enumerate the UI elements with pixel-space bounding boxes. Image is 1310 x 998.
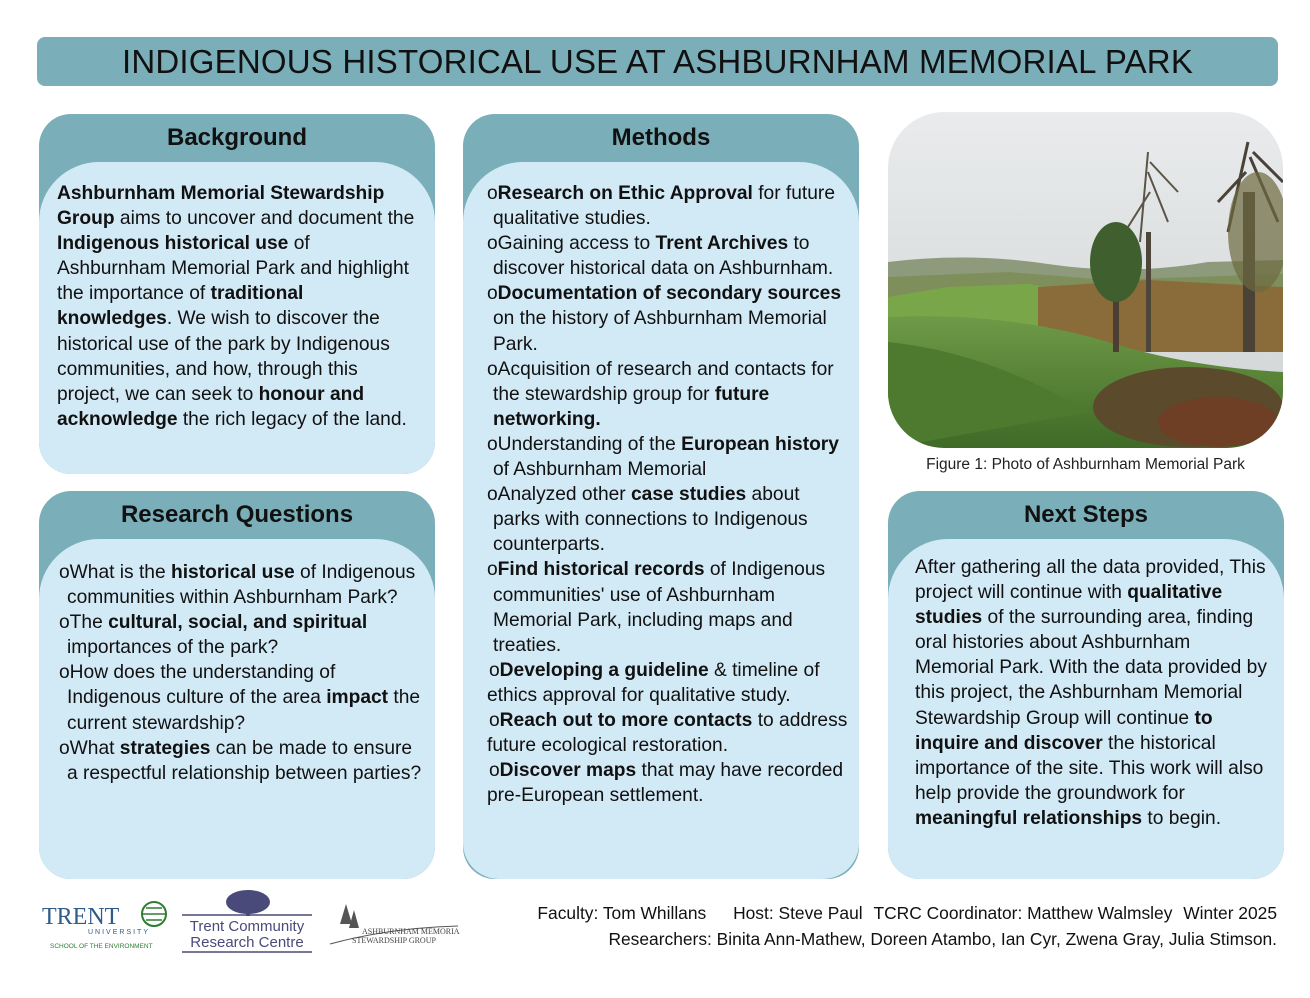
text-run: of Ashburnham Memorial Park and highlight the importance of <box>57 233 409 305</box>
research-questions-body <box>39 539 435 879</box>
next-steps-heading: Next Steps <box>1023 501 1149 528</box>
faculty-credit: Faculty: Tom Whillans <box>537 903 707 923</box>
background-panel <box>39 114 435 474</box>
text-run: the historical importance of the site. This work will also help provide the groundwork for <box>915 732 1264 804</box>
text-run: What is the <box>69 562 171 583</box>
research-question: oWhat strategies can be made to ensure a respectful relationship between parties? <box>59 737 422 784</box>
text-run: that may have recorded pre-European settlement. <box>487 760 844 807</box>
trent-name: TRENT <box>42 904 120 930</box>
researchers-credit: Researchers: Binita Ann-Mathew, Doreen Atambo, Ian Cyr, Zwena Gray, Julia Stimson. <box>608 929 1277 949</box>
bold-run: historical use <box>170 562 295 583</box>
bold-run: Trent Archives <box>655 233 789 255</box>
research-question: oThe cultural, social, and spiritual importances of the park? <box>59 612 368 659</box>
text-run: importances of the park? <box>67 637 279 659</box>
text-run: After gathering all the data provided, This project will continue with <box>915 557 1266 604</box>
method-item: oDeveloping a guideline & timeline of ethics approval for qualitative study. <box>487 659 820 706</box>
text-run: What <box>69 737 120 759</box>
method-item: oDiscover maps that may have recorded pre-European settlement. <box>487 760 844 807</box>
park-photo <box>888 112 1283 448</box>
bold-run: Ashburnham Memorial Stewardship Group <box>57 183 385 230</box>
text-run: for future qualitative studies. <box>493 183 835 230</box>
method-item: oAnalyzed other case studies about parks with connections to Indigenous counterparts. <box>487 484 808 556</box>
text-run: of Ashburnham Memorial <box>493 459 707 481</box>
pine-trees-icon <box>340 904 359 928</box>
text-run: to address future ecological restoration. <box>487 709 848 757</box>
text-run: Analyzed other <box>497 484 632 506</box>
credits-line <box>531 903 1277 924</box>
bold-run: cultural, social, and spiritual <box>108 612 368 634</box>
text-run: Gaining access to <box>497 233 656 255</box>
background-heading: Background <box>166 124 307 151</box>
bold-run: Find historical records <box>497 559 705 581</box>
methods-panel <box>463 114 859 879</box>
trent-sub: UNIVERSITY <box>88 929 151 936</box>
bold-run: strategies <box>119 737 211 759</box>
background-text <box>57 181 419 432</box>
research-question: oWhat is the historical use of Indigenous communities within Ashburnham Park? <box>59 562 416 609</box>
tcrc-logo <box>180 888 315 954</box>
text-run: on the history of Ashburnham Memorial Park. <box>493 308 827 355</box>
method-item: oResearch on Ethic Approval for future qualitative studies. <box>487 183 835 230</box>
bold-run: future networking. <box>493 383 770 430</box>
text-run: of Indigenous communities within Ashburnham Park? <box>67 562 416 609</box>
text-run: & timeline of ethics approval for qualitative study. <box>487 659 820 706</box>
text-run: of the surrounding area, finding oral histories about Ashburnham Memorial Park. With the data provided by this project, the Ashburnham Memorial Stewardship Group will continue <box>915 607 1267 729</box>
method-item: oFind historical records of Indigenous communities' use of Ashburnham Memorial Park, including maps and treaties. <box>487 559 826 656</box>
amsg-line2: STEWARDSHIP GROUP <box>352 936 436 945</box>
methods-heading: Methods <box>611 124 711 151</box>
bold-run: meaningful relationships <box>915 807 1143 829</box>
tcrc-line2: Research Centre <box>190 934 304 951</box>
host-credit: Host: Steve Paul <box>733 903 863 923</box>
next-steps-panel <box>888 491 1284 879</box>
text-run: the rich legacy of the land. <box>177 408 407 430</box>
method-item: oAcquisition of research and contacts for the stewardship group for future networking. <box>487 358 834 430</box>
bold-run: Developing a guideline <box>499 659 709 681</box>
trent-school: SCHOOL OF THE ENVIRONMENT <box>50 943 153 950</box>
bold-run: qualitative studies <box>915 582 1223 629</box>
bold-run: traditional knowledges <box>57 283 304 330</box>
bold-run: honour and acknowledge <box>57 383 365 430</box>
text-run: about parks with connections to Indigenous counterparts. <box>493 484 808 556</box>
trent-university-logo <box>42 896 170 952</box>
method-item: oUnderstanding of the European history of Ashburnham Memorial <box>487 433 839 481</box>
poster-title: INDIGENOUS HISTORICAL USE AT ASHBURNHAM MEMORIAL PARK <box>37 37 1278 86</box>
park-landscape-image <box>888 112 1283 448</box>
bold-run: impact <box>326 687 389 709</box>
text-run: aims to uncover and document the <box>114 208 415 230</box>
text-run: to discover historical data on Ashburnham. <box>493 233 834 280</box>
method-item: oGaining access to Trent Archives to discover historical data on Ashburnham. <box>487 233 834 280</box>
figure-caption: Figure 1: Photo of Ashburnham Memorial Park <box>926 456 1245 473</box>
amsg-line1: ASHBURNHAM MEMORIAL <box>362 927 460 936</box>
research-questions-heading: Research Questions <box>120 501 354 528</box>
bold-run: Indigenous historical use <box>57 233 289 255</box>
research-question: oHow does the understanding of Indigenous culture of the area impact the current stewardship? <box>59 662 421 734</box>
coordinator-credit: TCRC Coordinator: Matthew Walmsley <box>873 903 1173 923</box>
text-run: . We wish to discover the historical use of the park by Indigenous communities, and how, through this project, we can seek to <box>57 308 390 405</box>
bold-run: Reach out to more contacts <box>499 709 753 731</box>
bold-run: to inquire and discover <box>915 707 1213 754</box>
bold-run: Research on Ethic Approval <box>497 183 753 204</box>
text-run: Acquisition of research and contacts for the stewardship group for <box>493 358 834 405</box>
next-steps-text <box>915 555 1270 831</box>
methods-body <box>463 162 859 879</box>
text-run: can be made to ensure a respectful relationship between parties? <box>67 737 422 784</box>
bold-run: Documentation of secondary sources <box>497 283 841 305</box>
method-item: oDocumentation of secondary sources on the history of Ashburnham Memorial Park. <box>487 283 841 355</box>
tcrc-line1: Trent Community <box>189 918 305 935</box>
research-questions-panel <box>39 491 435 879</box>
text-run: The <box>69 612 109 634</box>
text-run: the current stewardship? <box>67 687 421 734</box>
background-body <box>39 162 435 474</box>
bold-run: Discover maps <box>499 760 637 782</box>
text-run: of Indigenous communities' use of Ashburnham Memorial Park, including maps and treaties. <box>493 559 826 656</box>
method-item: oReach out to more contacts to address future ecological restoration. <box>487 709 848 757</box>
stewardship-group-logo <box>328 898 460 952</box>
text-run: Understanding of the <box>497 433 682 455</box>
text-run: How does the understanding of Indigenous culture of the area <box>67 662 336 709</box>
text-run: to begin. <box>1142 807 1222 829</box>
bold-run: case studies <box>631 484 747 506</box>
bold-run: European history <box>681 433 839 455</box>
term-credit: Winter 2025 <box>1183 903 1277 923</box>
next-steps-body <box>888 539 1284 879</box>
